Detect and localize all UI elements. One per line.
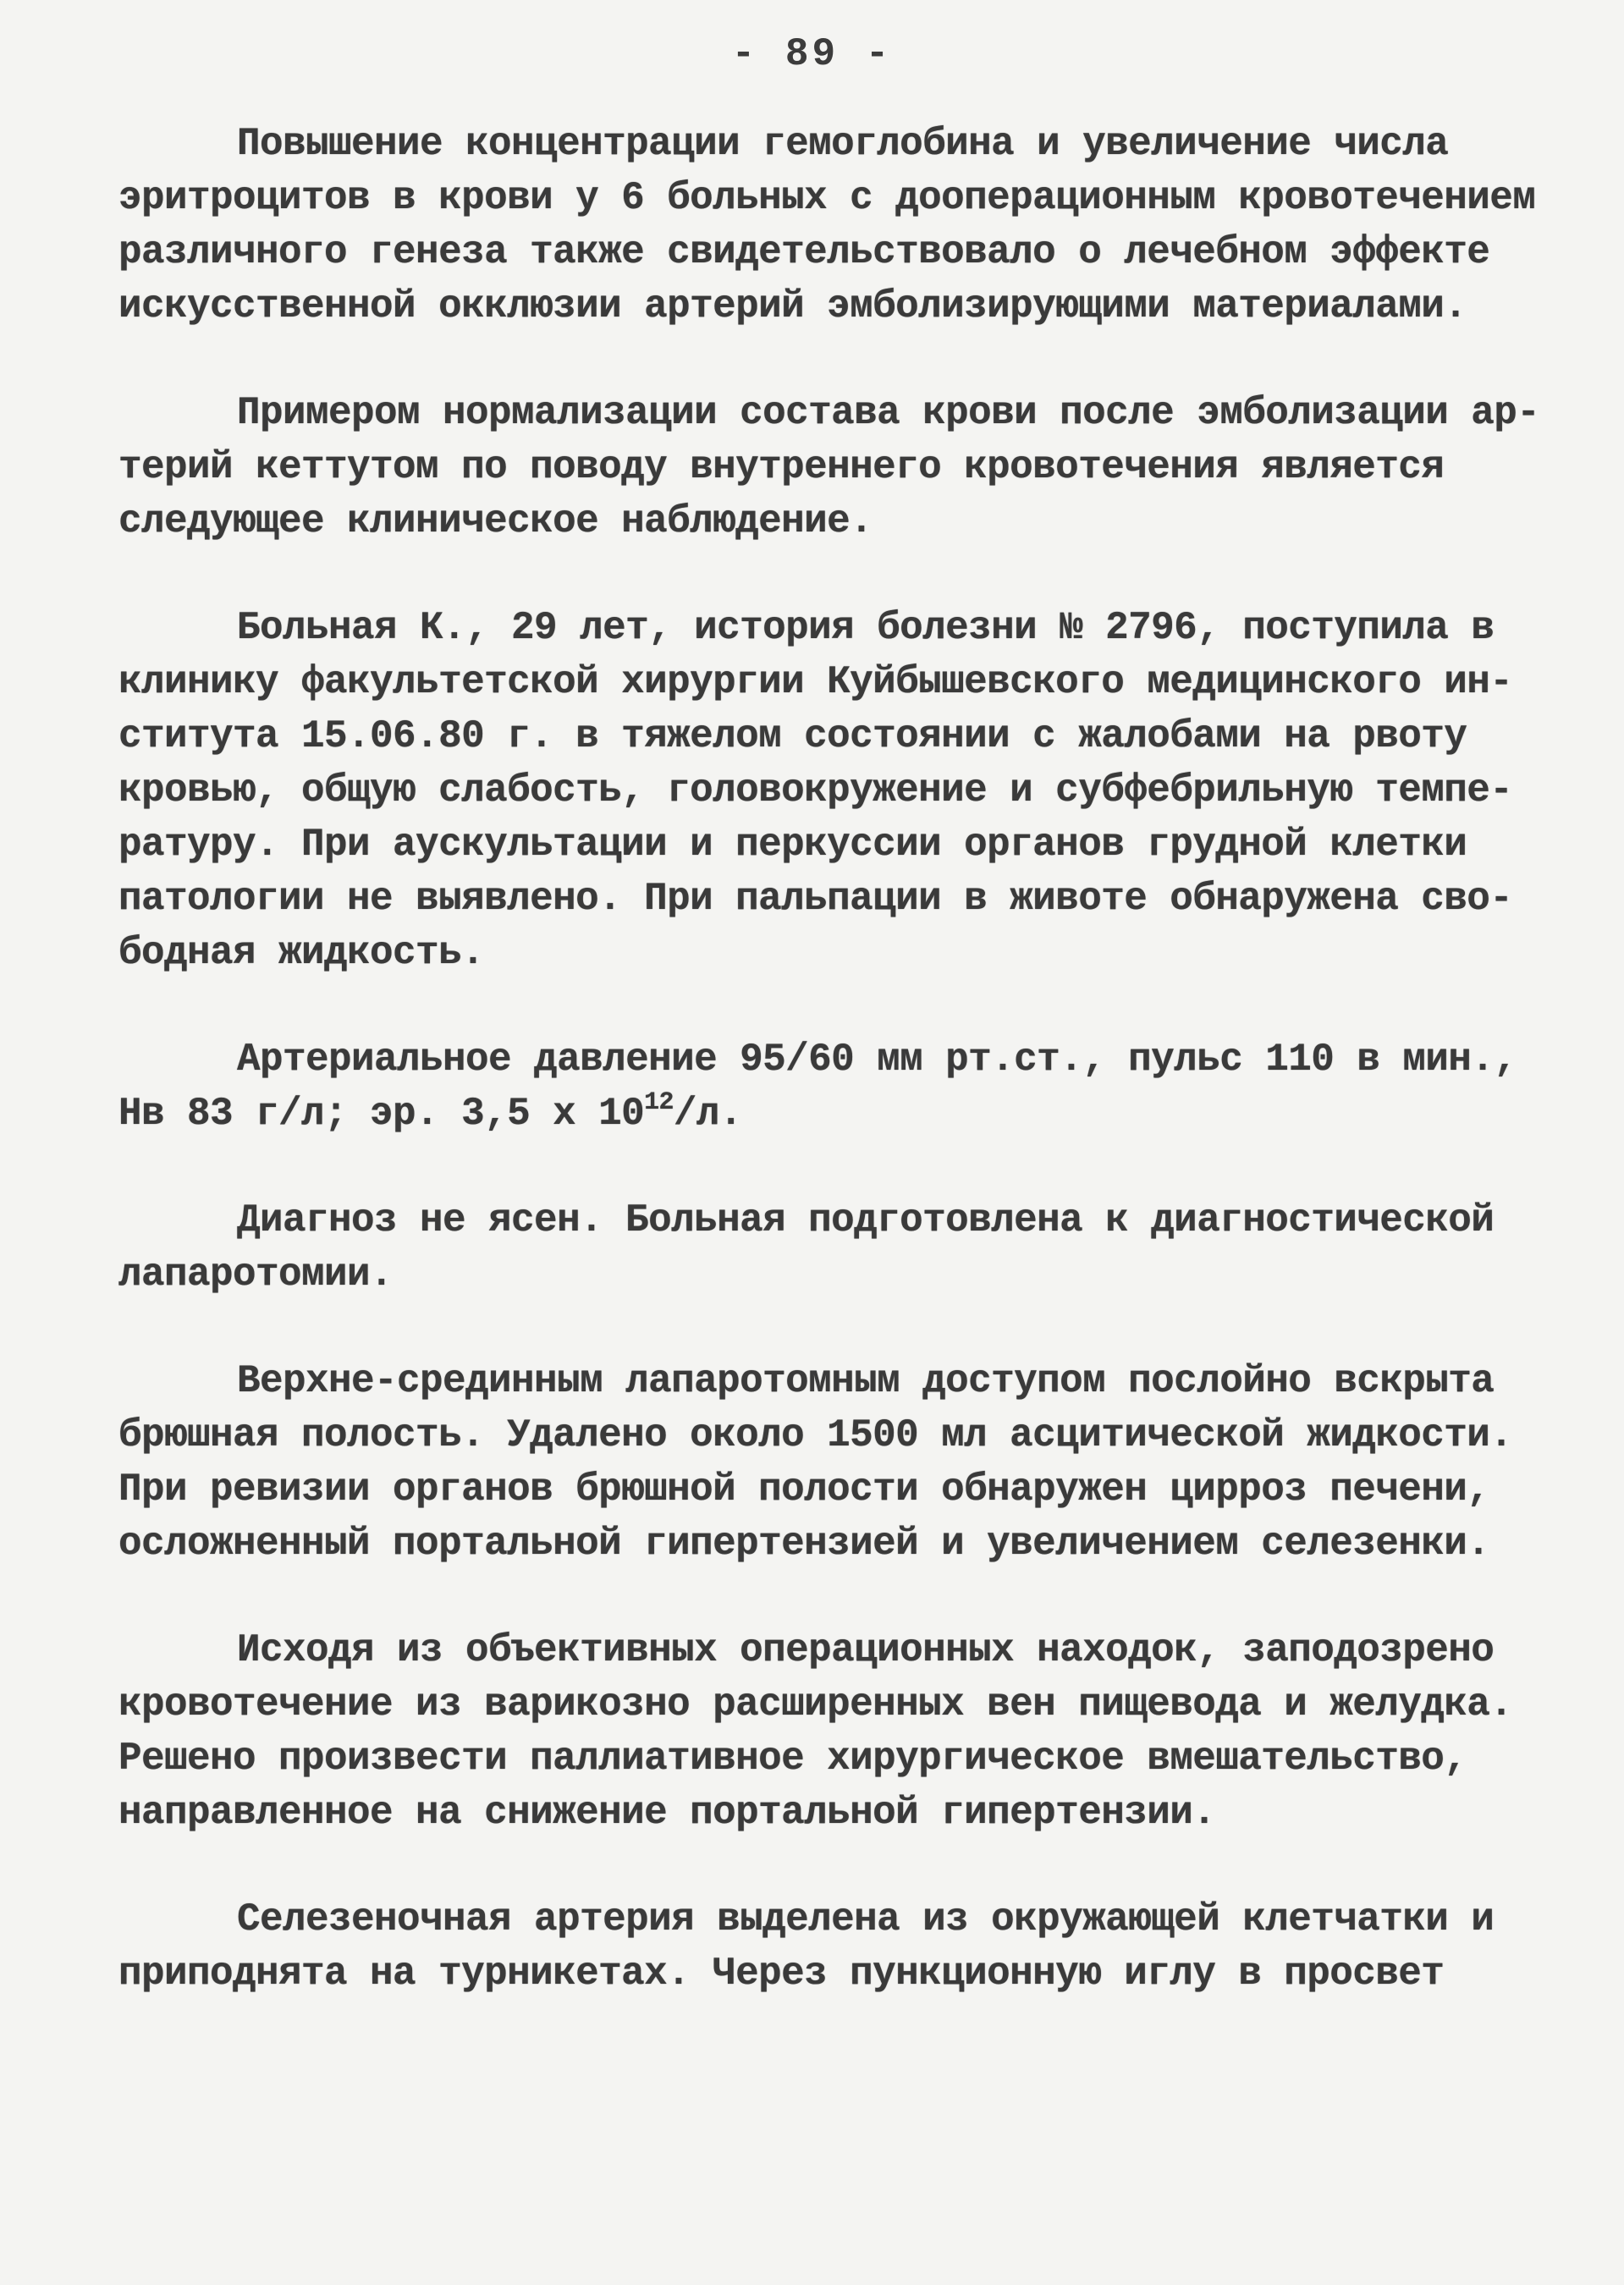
text-line: направленное на снижение портальной гипертензии.: [118, 1791, 1216, 1835]
text-line: терий кеттутом по поводу внутреннего кровотечения является: [118, 445, 1445, 489]
text-line: патологии не выявлено. При пальпации в животе обнаружена сво-: [118, 877, 1513, 921]
body-text: [118, 117, 1540, 2001]
text-line: Решено произвести паллиативное хирургическое вмешательство,: [118, 1737, 1467, 1781]
text-line: искусственной окклюзии артерий эмболизирующими материалами.: [118, 284, 1467, 328]
text-line: кровью, общую слабость, головокружение и субфебрильную темпе-: [118, 768, 1513, 812]
text-line: ратуру. При аускультации и перкуссии органов грудной клетки: [118, 823, 1467, 867]
exponent: 12: [644, 1088, 674, 1117]
lab-values-suffix: /л.: [673, 1092, 742, 1136]
text-line: эритроцитов в крови у 6 больных с дооперационным кровотечением: [118, 176, 1536, 220]
lab-values-line: [118, 1087, 1540, 1141]
text-line: При ревизии органов брюшной полости обнаружен цирроз печени,: [118, 1467, 1490, 1511]
text-line: Диагноз не ясен. Больная подготовлена к диагностической: [237, 1198, 1495, 1242]
text-line: Больная К., 29 лет, история болезни № 2796, поступила в: [237, 606, 1495, 650]
text-line: брюшная полость. Удалено около 1500 мл асцитической жидкости.: [118, 1413, 1513, 1457]
text-line: различного генеза также свидетельствовало о лечебном эффекте: [118, 230, 1490, 274]
text-line: Повышение концентрации гемоглобина и увеличение числа: [237, 122, 1449, 166]
text-line: Верхне-срединным лапаротомным доступом послойно вскрыта: [237, 1359, 1495, 1403]
page-number: - 89 -: [731, 32, 893, 76]
text-line: следующее клиническое наблюдение.: [118, 499, 873, 543]
text-line: ститута 15.06.80 г. в тяжелом состоянии с жалобами на рвоту: [118, 714, 1467, 758]
text-line: приподнята на турникетах. Через пункционную иглу в просвет: [118, 1952, 1445, 1996]
lab-values-prefix: Hв 83 г/л; эр. 3,5 х 10: [118, 1092, 645, 1136]
text-line: клинику факультетской хирургии Куйбышевского медицинского ин-: [118, 660, 1513, 704]
text-line: осложненный портальной гипертензией и увеличением селезенки.: [118, 1522, 1490, 1566]
text-line: бодная жидкость.: [118, 931, 485, 975]
text-line: кровотечение из варикозно расширенных вен пищевода и желудка.: [118, 1682, 1513, 1726]
text-line: Артериальное давление 95/60 мм рт.ст., пульс 110 в мин.,: [237, 1038, 1517, 1082]
text-line: лапаротомии.: [118, 1253, 394, 1297]
text-line: Селезеночная артерия выделена из окружающей клетчатки и: [237, 1897, 1495, 1941]
text-line: Исходя из объективных операционных находок, заподозрено: [237, 1628, 1495, 1672]
text-line: Примером нормализации состава крови после эмболизации ар-: [237, 391, 1540, 435]
